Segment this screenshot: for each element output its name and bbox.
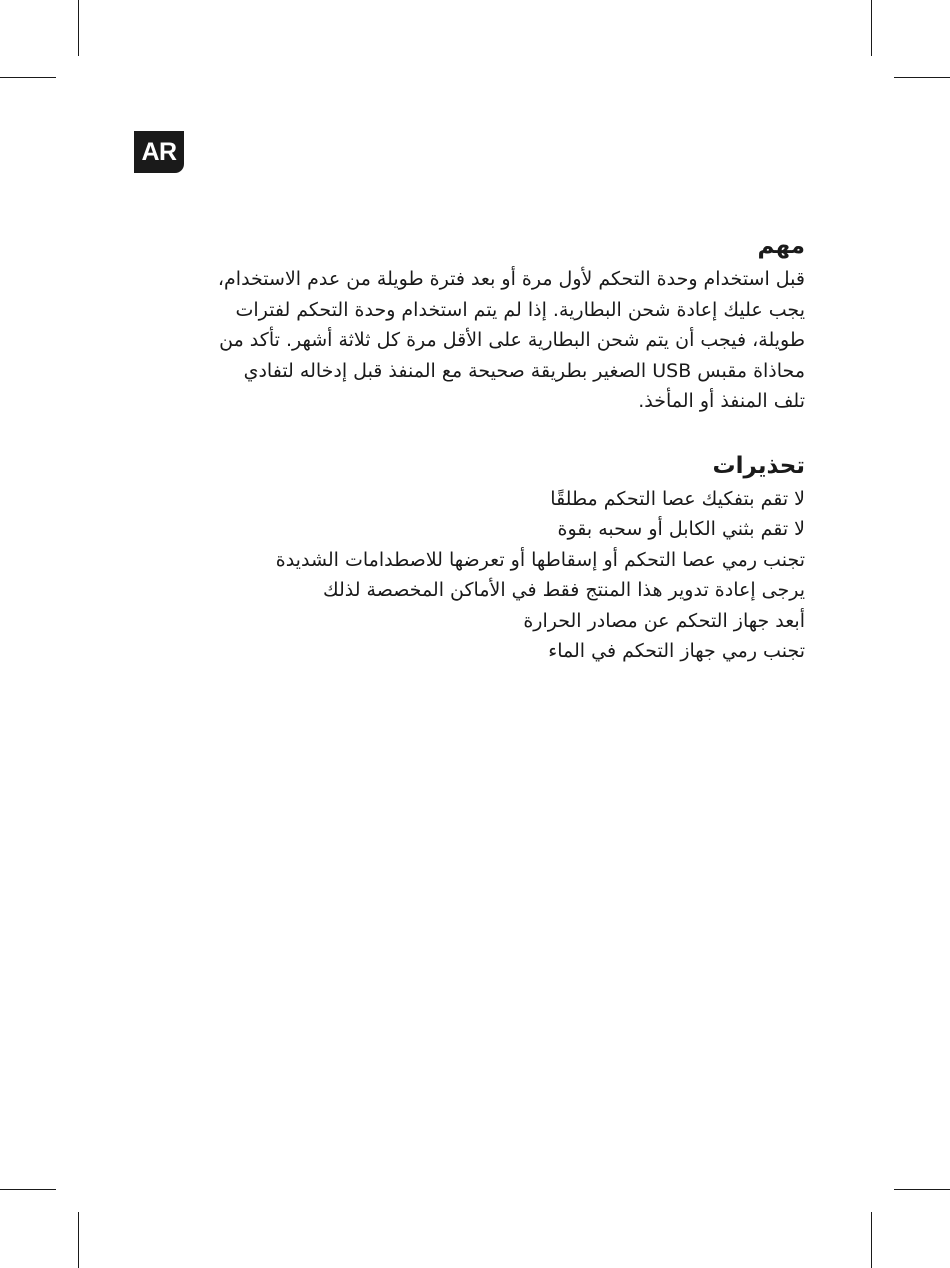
crop-mark-bottom-right-horizontal	[894, 1189, 950, 1190]
paragraph-line: تلف المنفذ أو المأخذ.	[638, 390, 805, 412]
crop-mark-top-right-horizontal	[894, 77, 950, 78]
warning-item: تجنب رمي جهاز التحكم في الماء	[548, 640, 805, 662]
warning-item: لا تقم بثني الكابل أو سحبه بقوة	[557, 518, 805, 540]
warning-item: لا تقم بتفكيك عصا التحكم مطلقًا	[550, 487, 805, 510]
warning-item: يرجى إعادة تدوير هذا المنتج فقط في الأماكن المخصصة لذلك	[322, 579, 805, 601]
paragraph-line: محاذاة مقبس USB الصغير بطريقة صحيحة مع المنفذ قبل إدخاله لتفادي	[243, 359, 805, 382]
warning-item: تجنب رمي عصا التحكم أو إسقاطها أو تعرضها للاصطدامات الشديدة	[275, 548, 805, 571]
crop-mark-bottom-left-vertical	[78, 1212, 79, 1268]
warnings-heading: تحذيرات	[712, 452, 805, 479]
crop-mark-bottom-left-horizontal	[0, 1189, 56, 1190]
important-heading: مهم	[757, 233, 805, 259]
crop-mark-bottom-right-vertical	[871, 1212, 872, 1268]
crop-mark-top-left-vertical	[78, 0, 79, 56]
paragraph-line: طويلة، فيجب أن يتم شحن البطارية على الأقل مرة كل ثلاثة أشهر. تأكد من	[219, 329, 805, 351]
paragraph-line: يجب عليك إعادة شحن البطارية. إذا لم يتم استخدام وحدة التحكم لفترات	[235, 298, 805, 321]
warning-item: أبعد جهاز التحكم عن مصادر الحرارة	[523, 609, 805, 632]
document-body	[150, 228, 805, 667]
crop-mark-top-right-vertical	[871, 0, 872, 56]
language-badge: AR	[134, 131, 184, 173]
paragraph-line: قبل استخدام وحدة التحكم لأول مرة أو بعد فترة طويلة من عدم الاستخدام،	[217, 268, 805, 290]
crop-mark-top-left-horizontal	[0, 77, 56, 78]
important-paragraph	[150, 264, 805, 417]
section-spacer	[150, 417, 805, 448]
warnings-list	[150, 484, 805, 667]
